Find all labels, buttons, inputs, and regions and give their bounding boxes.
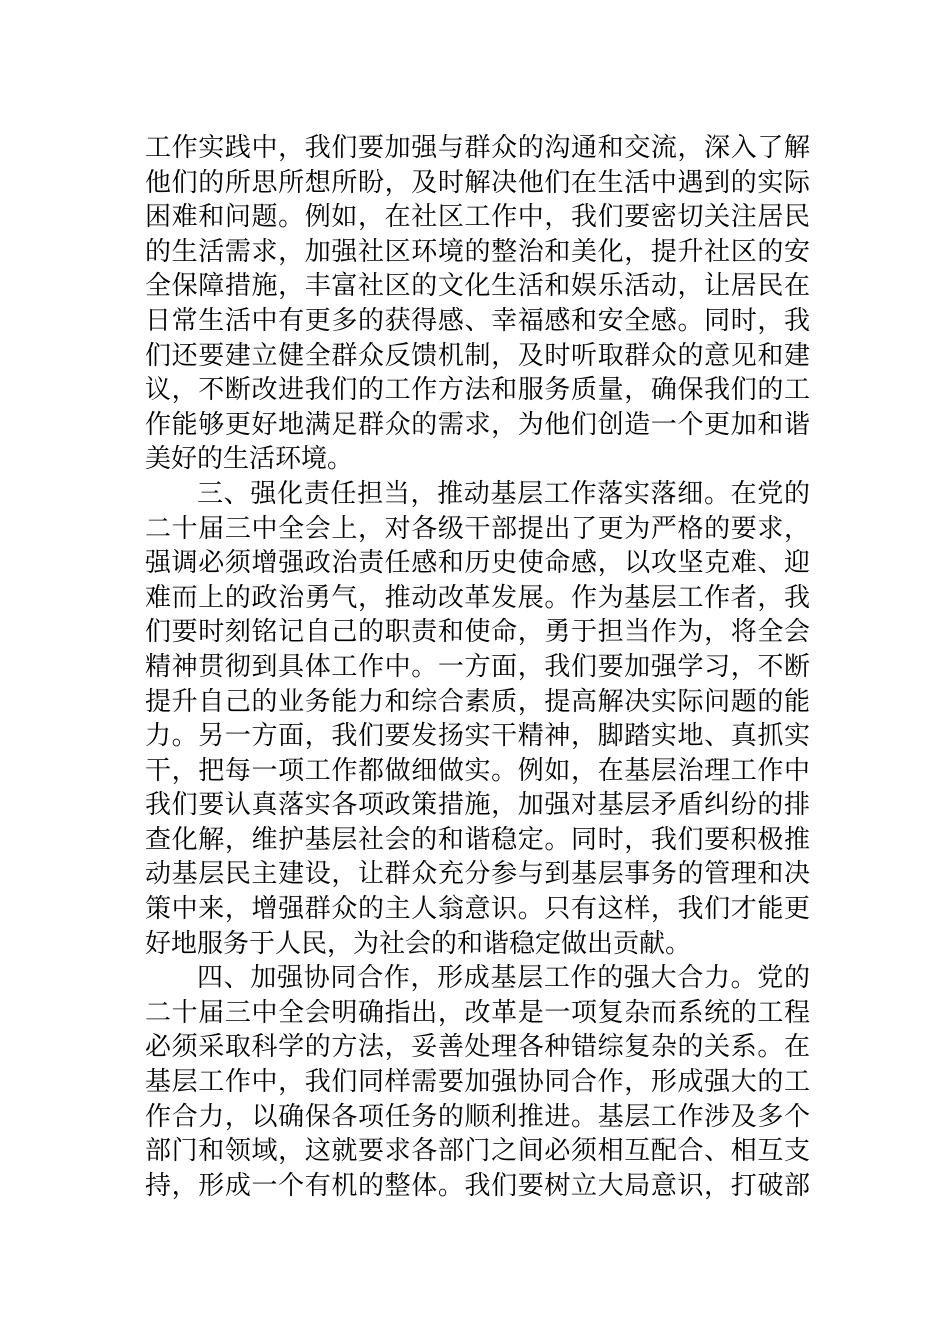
text-line: 工作实践中，我们要加强与群众的沟通和交流，深入了解 bbox=[145, 133, 810, 163]
text-line: 的生活需求，加强社区环境的整治和美化，提升社区的安 bbox=[145, 236, 810, 267]
text-line: 难而上的政治勇气，推动改革发展。作为基层工作者，我 bbox=[145, 582, 810, 613]
text-line: 干，把每一项工作都做细做实。例如，在基层治理工作中 bbox=[145, 755, 810, 786]
text-line: 好地服务于人民，为社会的和谐稳定做出贡献。 bbox=[145, 928, 692, 959]
text-line: 力。另一方面，我们要发扬实干精神，脚踏实地、真抓实 bbox=[145, 721, 810, 752]
document-body bbox=[145, 131, 810, 1203]
text-line: 提升自己的业务能力和综合素质，提高解决实际问题的能 bbox=[145, 686, 810, 717]
text-line: 作合力，以确保各项任务的顺利推进。基层工作涉及多个 bbox=[145, 1101, 810, 1132]
text-line: 部门和领域，这就要求各部门之间必须相互配合、相互支 bbox=[145, 1136, 810, 1167]
text-line: 策中来，增强群众的主人翁意识。只有这样，我们才能更 bbox=[145, 894, 810, 925]
text-line: 全保障措施，丰富社区的文化生活和娱乐活动，让居民在 bbox=[145, 271, 810, 302]
text-line: 精神贯彻到具体工作中。一方面，我们要加强学习，不断 bbox=[145, 651, 810, 682]
text-line: 我们要认真落实各项政策措施，加强对基层矛盾纠纷的排 bbox=[145, 790, 810, 821]
text-line: 查化解，维护基层社会的和谐稳定。同时，我们要积极推 bbox=[145, 824, 810, 855]
text-line: 美好的生活环境。 bbox=[145, 444, 354, 475]
text-line: 日常生活中有更多的获得感、幸福感和安全感。同时，我 bbox=[145, 305, 810, 336]
text-line: 二十届三中全会上，对各级干部提出了更为严格的要求， bbox=[145, 513, 810, 544]
text-line: 们要时刻铭记自己的职责和使命，勇于担当作为，将全会 bbox=[145, 617, 810, 648]
text-line: 动基层民主建设，让群众充分参与到基层事务的管理和决 bbox=[145, 859, 810, 890]
text-line: 们还要建立健全群众反馈机制，及时听取群众的意见和建 bbox=[145, 340, 810, 371]
text-line: 他们的所思所想所盼，及时解决他们在生活中遇到的实际 bbox=[145, 167, 810, 198]
text-line: 三、强化责任担当，推动基层工作落实落细。在党的 bbox=[197, 478, 810, 509]
text-line: 持，形成一个有机的整体。我们要树立大局意识，打破部 bbox=[145, 1170, 810, 1201]
text-line: 基层工作中，我们同样需要加强协同合作，形成强大的工 bbox=[145, 1067, 810, 1098]
text-line: 作能够更好地满足群众的需求，为他们创造一个更加和谐 bbox=[145, 409, 810, 440]
text-line: 四、加强协同合作，形成基层工作的强大合力。党的 bbox=[197, 963, 810, 994]
text-line: 必须采取科学的方法，妥善处理各种错综复杂的关系。在 bbox=[145, 1032, 810, 1063]
text-line: 议，不断改进我们的工作方法和服务质量，确保我们的工 bbox=[145, 375, 810, 406]
text-line: 困难和问题。例如，在社区工作中，我们要密切关注居民 bbox=[145, 202, 810, 233]
text-line: 强调必须增强政治责任感和历史使命感，以攻坚克难、迎 bbox=[145, 548, 810, 579]
text-line: 二十届三中全会明确指出，改革是一项复杂而系统的工程 bbox=[145, 997, 810, 1028]
